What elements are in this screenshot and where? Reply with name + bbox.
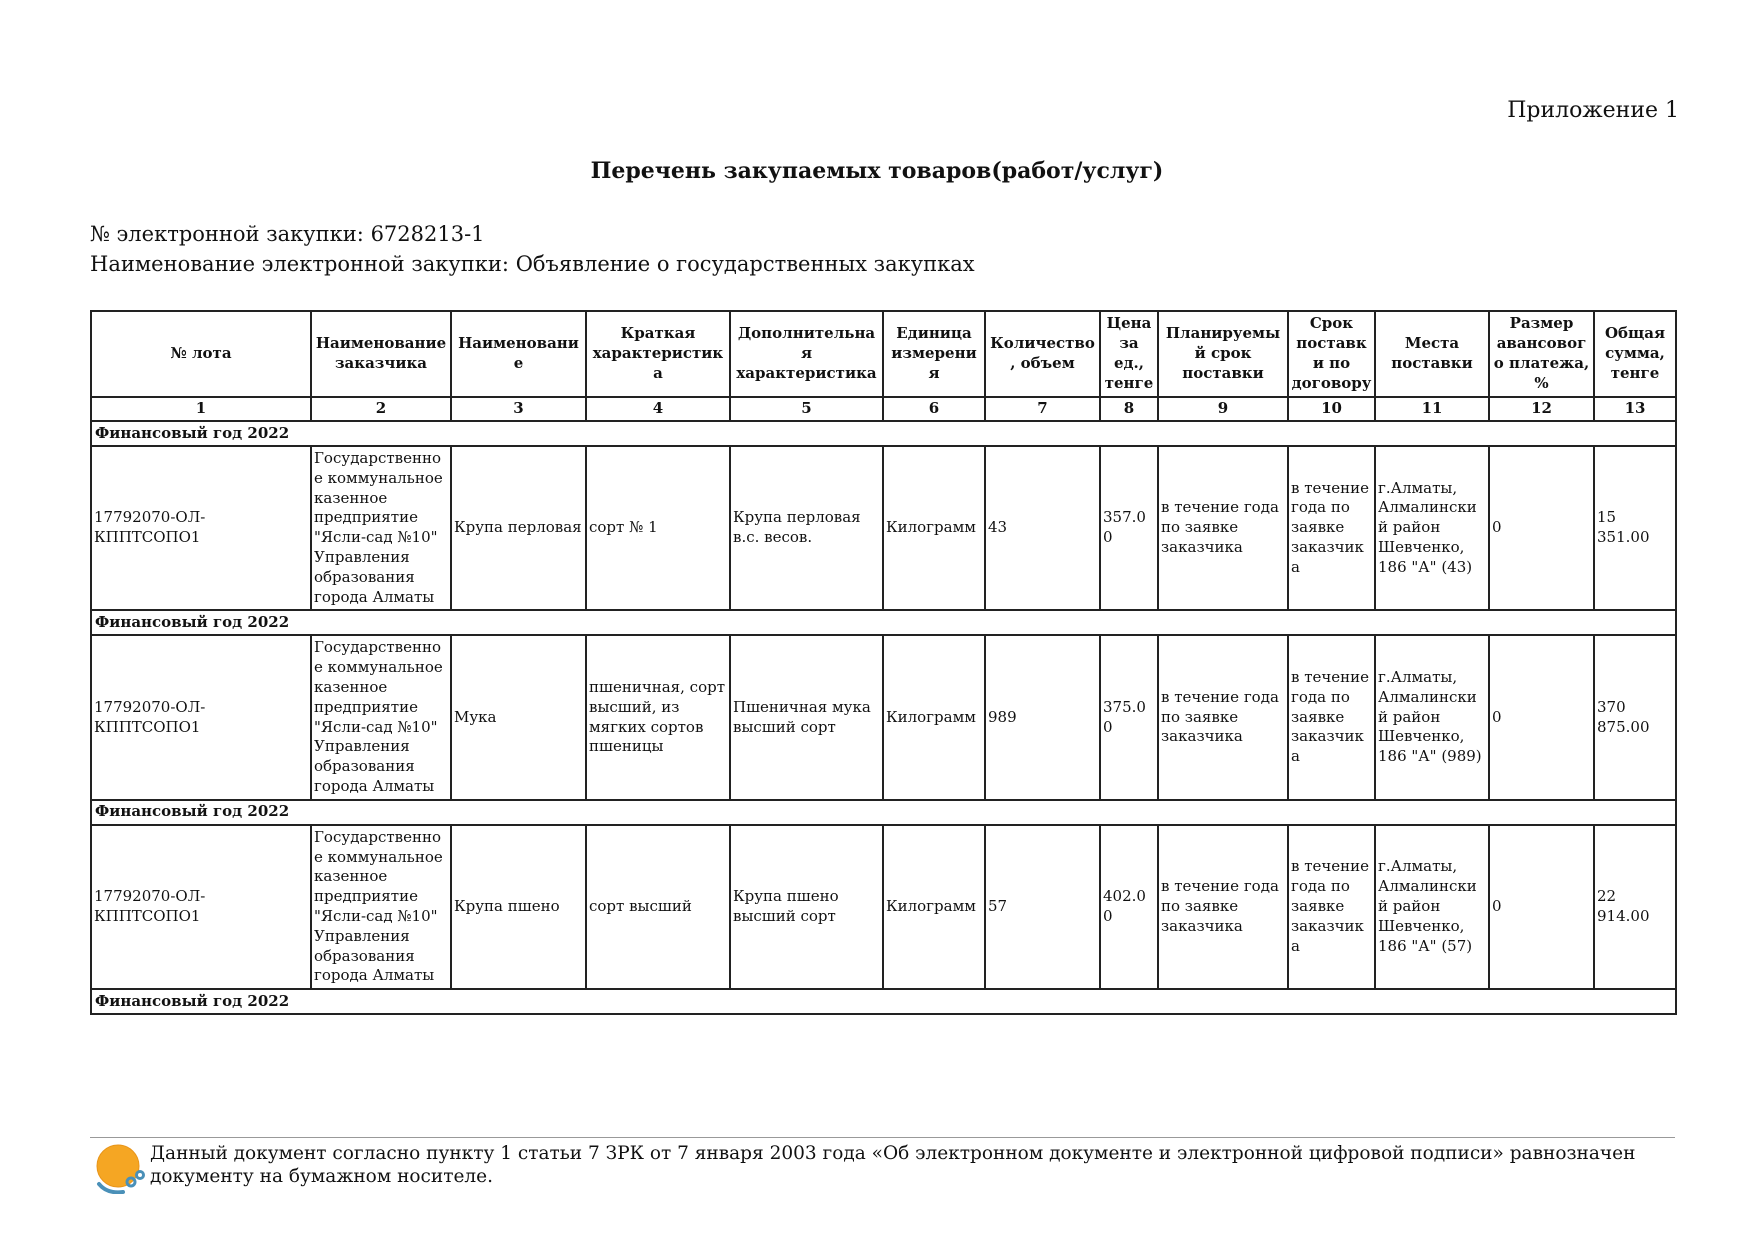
- fiscal-year-label: Финансовый год 2022: [91, 989, 1676, 1014]
- advance-payment-cell: 0: [1489, 446, 1594, 610]
- legal-notice: Данный документ согласно пункту 1 статьи 7 ЗРК от 7 января 2003 года «Об электронном документе и электронной цифровой подписи» равнозначен документу на бумажном носителе.: [150, 1143, 1636, 1187]
- column-number: 8: [1100, 397, 1158, 421]
- column-header: Краткая характеристика: [586, 311, 730, 397]
- purchase-name-line: [90, 252, 975, 276]
- quantity-cell: 57: [985, 825, 1100, 989]
- column-number: 3: [451, 397, 586, 421]
- table-row: [91, 446, 1676, 610]
- extra-spec-cell: Пшеничная мука высший сорт: [730, 635, 883, 799]
- contract-delivery-cell: в течение года по заявке заказчика: [1288, 446, 1375, 610]
- unit-cell: Килограмм: [883, 635, 985, 799]
- document-title: Перечень закупаемых товаров(работ/услуг): [590, 158, 1164, 184]
- column-header: Общая сумма, тенге: [1594, 311, 1676, 397]
- table-row: [91, 635, 1676, 799]
- column-header: Размер авансового платежа, %: [1489, 311, 1594, 397]
- quantity-cell: 43: [985, 446, 1100, 610]
- unit-cell: Килограмм: [883, 446, 985, 610]
- item-name-cell: Крупа перловая: [451, 446, 586, 610]
- purchase-number-label: № электронной закупки:: [90, 222, 364, 246]
- fiscal-year-row: [91, 610, 1676, 635]
- column-number: 4: [586, 397, 730, 421]
- column-number: 1: [91, 397, 311, 421]
- column-number: 2: [311, 397, 451, 421]
- column-number: 9: [1158, 397, 1288, 421]
- column-header: Дополнительная характеристика: [730, 311, 883, 397]
- fiscal-year-label: Финансовый год 2022: [91, 421, 1676, 446]
- column-header: № лота: [91, 311, 311, 397]
- customer-name-cell: Государственное коммунальное казенное предприятие "Ясли-сад №10" Управления образования города Алматы: [311, 635, 451, 799]
- fiscal-year-label: Финансовый год 2022: [91, 610, 1676, 635]
- fiscal-year-row: [91, 989, 1676, 1014]
- footer-divider: [90, 1137, 1675, 1138]
- delivery-place-cell: г.Алматы, Алмалинский район Шевченко, 186 "А" (43): [1375, 446, 1489, 610]
- purchase-name-label: Наименование электронной закупки:: [90, 252, 509, 276]
- column-header: Планируемый срок поставки: [1158, 311, 1288, 397]
- egov-sun-logo-icon: [93, 1142, 145, 1194]
- lot-number-cell: 17792070-ОЛ-КППТСОПО1: [91, 825, 311, 989]
- quantity-cell: 989: [985, 635, 1100, 799]
- extra-spec-cell: Крупа пшено высший сорт: [730, 825, 883, 989]
- fiscal-year-row: [91, 800, 1676, 825]
- item-name-cell: Крупа пшено: [451, 825, 586, 989]
- purchase-number-value: 6728213-1: [370, 222, 485, 246]
- planned-delivery-cell: в течение года по заявке заказчика: [1158, 635, 1288, 799]
- unit-price-cell: 375.00: [1100, 635, 1158, 799]
- column-header: Единица измерения: [883, 311, 985, 397]
- unit-cell: Килограмм: [883, 825, 985, 989]
- total-sum-cell: 22 914.00: [1594, 825, 1676, 989]
- contract-delivery-cell: в течение года по заявке заказчика: [1288, 635, 1375, 799]
- header-row: [91, 311, 1676, 397]
- column-number: 10: [1288, 397, 1375, 421]
- column-header: Наименование заказчика: [311, 311, 451, 397]
- column-header: Количество, объем: [985, 311, 1100, 397]
- planned-delivery-cell: в течение года по заявке заказчика: [1158, 825, 1288, 989]
- planned-delivery-cell: в течение года по заявке заказчика: [1158, 446, 1288, 610]
- advance-payment-cell: 0: [1489, 635, 1594, 799]
- total-sum-cell: 15 351.00: [1594, 446, 1676, 610]
- advance-payment-cell: 0: [1489, 825, 1594, 989]
- table-row: [91, 825, 1676, 989]
- column-number-row: [91, 397, 1676, 421]
- delivery-place-cell: г.Алматы, Алмалинский район Шевченко, 186 "А" (57): [1375, 825, 1489, 989]
- fiscal-year-row: [91, 421, 1676, 446]
- unit-price-cell: 402.00: [1100, 825, 1158, 989]
- column-number: 5: [730, 397, 883, 421]
- contract-delivery-cell: в течение года по заявке заказчика: [1288, 825, 1375, 989]
- purchase-name-value: Объявление о государственных закупках: [515, 252, 975, 276]
- column-header: Места поставки: [1375, 311, 1489, 397]
- column-header: Наименование: [451, 311, 586, 397]
- short-spec-cell: сорт № 1: [586, 446, 730, 610]
- appendix-label: Приложение 1: [1507, 98, 1679, 123]
- total-sum-cell: 370 875.00: [1594, 635, 1676, 799]
- purchase-number-line: [90, 222, 485, 246]
- column-number: 13: [1594, 397, 1676, 421]
- item-name-cell: Мука: [451, 635, 586, 799]
- column-number: 6: [883, 397, 985, 421]
- customer-name-cell: Государственное коммунальное казенное предприятие "Ясли-сад №10" Управления образования города Алматы: [311, 446, 451, 610]
- column-number: 11: [1375, 397, 1489, 421]
- extra-spec-cell: Крупа перловая в.с. весов.: [730, 446, 883, 610]
- fiscal-year-label: Финансовый год 2022: [91, 800, 1676, 825]
- column-header: Срок поставки по договору: [1288, 311, 1375, 397]
- procurement-table: [90, 310, 1677, 1015]
- short-spec-cell: сорт высший: [586, 825, 730, 989]
- column-number: 12: [1489, 397, 1594, 421]
- short-spec-cell: пшеничная, сорт высший, из мягких сортов пшеницы: [586, 635, 730, 799]
- column-number: 7: [985, 397, 1100, 421]
- unit-price-cell: 357.00: [1100, 446, 1158, 610]
- column-header: Цена за ед., тенге: [1100, 311, 1158, 397]
- customer-name-cell: Государственное коммунальное казенное предприятие "Ясли-сад №10" Управления образования города Алматы: [311, 825, 451, 989]
- lot-number-cell: 17792070-ОЛ-КППТСОПО1: [91, 446, 311, 610]
- lot-number-cell: 17792070-ОЛ-КППТСОПО1: [91, 635, 311, 799]
- delivery-place-cell: г.Алматы, Алмалинский район Шевченко, 186 "А" (989): [1375, 635, 1489, 799]
